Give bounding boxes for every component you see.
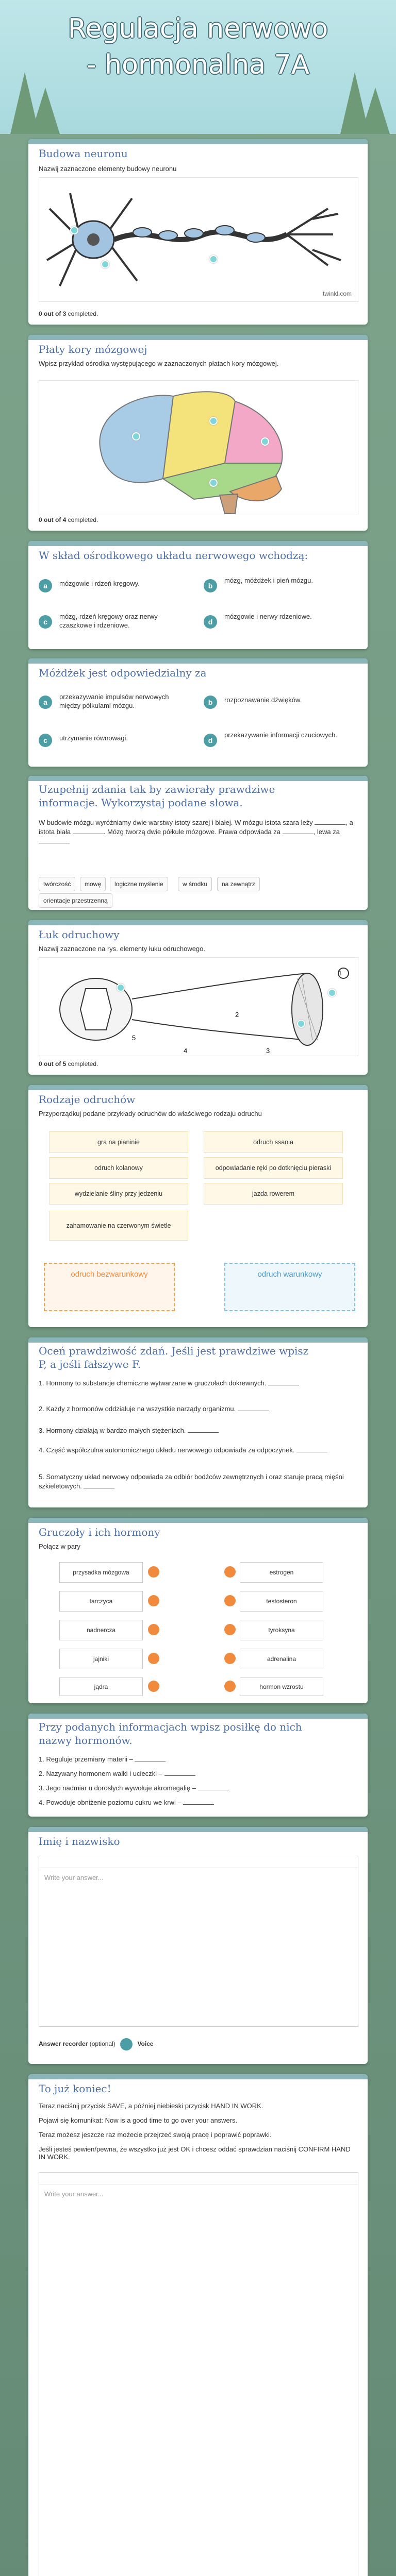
section-heading: Rodzaje odruchów [39,1093,136,1106]
finish-paragraph-3: Teraz możesz jeszcze raz możecie przejrzeć swoją pracę i poprawić poprawki. [39,2131,272,2139]
hotspot-marker[interactable] [209,255,218,263]
hotspot-marker[interactable] [297,1020,305,1028]
match-dot-left[interactable] [148,1624,159,1635]
neuron-card [28,139,368,325]
card-top-bar [28,1714,368,1719]
statement-2: 2. Każdy z hormonów oddziałuje na wszystkie narządy organizmu. [39,1404,353,1414]
section-heading: W skład ośrodkowego układu nerwowego wchodzą: [39,549,308,562]
reflex-arc-image [39,957,358,1056]
section-heading: Budowa neuronu [39,147,128,160]
match-right-item[interactable]: estrogen [240,1562,323,1583]
blank-field[interactable] [39,837,70,843]
finish-paragraph-2: Pojawi się komunikat: Now is a good time to go over your answers. [39,2116,238,2124]
section-heading-line1: Oceń prawdziwość zdań. Jeśli jest prawdziwe wpisz [39,1345,309,1357]
statement-3: 3. Hormony działają w bardzo małych stężeniach. [39,1426,353,1435]
neuron-illustration [39,178,358,301]
header-banner [0,0,396,134]
option-d[interactable]: d przekazywanie informacji czuciowych. [204,726,353,755]
word-chip[interactable]: orientacje przestrzenną [39,893,112,908]
option-a[interactable]: a mózgowie i rdzeń kręgowy. [39,572,188,601]
brain-image [39,380,358,515]
answer-blank[interactable] [135,1755,166,1761]
reflex-arc-card [28,920,368,1075]
hotspot-marker[interactable] [261,437,269,446]
sort-item[interactable]: wydzielanie śliny przy jedzeniu [49,1183,188,1205]
card-top-bar [28,1337,368,1343]
cerebellum-question-card [28,658,368,767]
cloze-text: W budowie mózgu wyróżniamy dwie warstwy istoty szarej i białej. W mózgu istota szara leży , a istota biała . Mózg tworzą dwie półkule mózgowe. Prawa odpowiada za , lewa za [39,818,353,846]
section-heading-line2: informacje. Wykorzystaj podane słowa. [39,796,243,809]
section-heading: To już koniec! [39,2082,111,2095]
hotspot-marker[interactable] [328,989,336,997]
option-c[interactable]: c mózg, rdzeń kręgowy oraz nerwy czaszkowe i rdzeniowe. [39,608,188,637]
name-card [28,1827,368,2064]
name-answer-textarea[interactable] [39,1856,358,2027]
match-dot-left[interactable] [148,1566,159,1578]
word-chip[interactable]: twórczość [39,877,75,891]
instruction: Połącz w pary [39,1543,80,1550]
microphone-icon[interactable] [120,2038,133,2050]
match-right-item[interactable]: testosteron [240,1591,323,1612]
true-false-card [28,1337,368,1507]
hotspot-marker[interactable] [117,984,125,992]
arc-label-5: 5 [132,1034,136,1042]
question-4: 4. Powoduje obniżenie poziomu cukru we krwi – [39,1798,353,1807]
section-heading-line2: P, a jeśli fałszywe F. [39,1358,141,1370]
match-left-item[interactable]: tarczyca [59,1591,143,1612]
text-toolbar [39,1856,358,1868]
option-b[interactable]: b mózg, móżdżek i pień mózgu. [204,572,353,601]
section-heading: Płaty kory mózgowej [39,343,147,355]
arc-label-4: 4 [184,1047,188,1055]
instruction: Nazwij zaznaczone na rys. elementy łuku odruchowego. [39,945,206,953]
hotspot-marker[interactable] [70,226,78,234]
answer-blank[interactable] [268,1379,299,1385]
option-a[interactable]: a przekazywanie impulsów nerwowych między półkulami mózgu. [39,688,188,717]
sort-item[interactable]: gra na pianinie [49,1131,188,1153]
word-chip[interactable]: logiczne myślenie [110,877,168,891]
instruction: Wpisz przykład ośrodka występującego w zaznaczonych płatach kory mózgowej. [39,360,279,367]
card-top-bar [28,920,368,925]
match-dot-right[interactable] [224,1624,236,1635]
section-heading-line1: Przy podanych informacjach wpisz posiłkę do nich [39,1721,302,1733]
match-right-item[interactable]: hormon wzrostu [240,1677,323,1696]
answer-blank[interactable] [296,1446,327,1452]
tree-decoration [361,88,390,134]
match-left-item[interactable]: przysadka mózgowa [59,1562,143,1583]
hotspot-marker[interactable] [101,260,109,268]
word-chip[interactable]: mowę [80,877,106,891]
answer-recorder: Answer recorder (optional) Voice [39,2038,154,2050]
question-1: 1. Reguluje przemiany materii – [39,1755,353,1764]
statement-1: 1. Hormony to substancje chemiczne wytwarzane w gruczołach dokrewnych. [39,1379,353,1388]
arc-label-3: 3 [266,1047,270,1055]
word-chip[interactable]: na zewnątrz [217,877,260,891]
match-dot-right[interactable] [224,1653,236,1664]
brain-lobes-card [28,335,368,531]
section-heading: Gruczoły i ich hormony [39,1526,160,1538]
card-top-bar [28,541,368,546]
match-left-item[interactable]: jajniki [59,1649,143,1669]
match-dot-right[interactable] [224,1595,236,1606]
card-top-bar [28,1085,368,1090]
final-answer-textarea[interactable] [39,2172,358,2576]
glands-match-card [28,1518,368,1703]
cns-question-card [28,541,368,649]
question-2: 2. Nazywany hormonem walki i ucieczki – [39,1769,353,1778]
word-chip[interactable]: w środku [178,877,212,891]
match-dot-left[interactable] [148,1681,159,1692]
sort-item[interactable]: zahamowanie na czerwonym świetle [49,1211,188,1241]
neuron-image [39,177,358,302]
match-dot-right[interactable] [224,1681,236,1692]
blank-field[interactable] [73,827,104,834]
hotspot-marker[interactable] [209,417,218,425]
arc-label-1: 1 [338,969,342,977]
option-b[interactable]: b rozpoznawanie dźwięków. [204,688,353,717]
page-title-line2: - hormonalna 7A [86,49,310,80]
tree-decoration [31,88,60,134]
card-top-bar [28,658,368,664]
fill-blanks-card [28,776,368,910]
answer-blank[interactable] [164,1769,195,1776]
card-top-bar [28,335,368,340]
finish-paragraph-1: Teraz naciśnij przycisk SAVE, a później niebieski przycisk HAND IN WORK. [39,2102,263,2110]
section-heading-line2: nazwy hormonów. [39,1734,133,1747]
section-heading-line1: Uzupełnij zdania tak by zawierały prawdziwe [39,783,275,795]
hormone-names-card [28,1714,368,1817]
completion-status: 0 out of 4 completed. [39,516,98,523]
reflex-arc-illustration [39,958,358,1056]
match-right-item[interactable]: tyroksyna [240,1620,323,1640]
match-dot-left[interactable] [148,1595,159,1606]
finish-paragraph-4: Jeśli jesteś pewien/pewna, że wszystko już jest OK i chcesz oddać sprawdzian naciśnij CONFIRM HAND IN WORK. [39,2145,351,2161]
instruction: Nazwij zaznaczone elementy budowy neuronu [39,165,177,173]
match-right-item[interactable]: adrenalina [240,1649,323,1669]
option-c[interactable]: c utrzymanie równowagi. [39,726,188,755]
hotspot-marker[interactable] [132,432,140,440]
section-heading: Łuk odruchowy [39,928,120,941]
blank-field[interactable] [283,827,314,834]
sort-item[interactable]: odruch ssania [204,1131,343,1153]
drop-zone-unconditioned[interactable]: odruch bezwarunkowy [44,1263,175,1311]
answer-placeholder: Write your answer... [44,1874,104,1882]
brain-illustration [39,381,358,515]
page-title-line1: Regulacja nerwowo [68,13,328,44]
drop-zone-conditioned[interactable]: odruch warunkowy [224,1263,355,1311]
card-top-bar [28,776,368,781]
match-dot-left[interactable] [148,1653,159,1664]
card-top-bar [28,2074,368,2079]
reflex-sort-card [28,1085,368,1327]
finish-card [28,2074,368,2576]
watermark: twinkl.com [322,290,352,297]
answer-placeholder: Write your answer... [44,2190,104,2198]
hotspot-marker[interactable] [209,479,218,487]
card-top-bar [28,1827,368,1832]
answer-blank[interactable] [188,1426,219,1433]
answer-blank[interactable] [84,1482,114,1488]
instruction: Przyporządkuj podane przykłady odruchów do właściwego rodzaju odruchu [39,1110,262,1117]
text-toolbar [39,2173,358,2184]
completion-status: 0 out of 5 completed. [39,1060,98,1067]
section-heading: Móżdżek jest odpowiedzialny za [39,667,207,679]
completion-status: 0 out of 3 completed. [39,310,98,317]
blank-field[interactable] [315,818,345,825]
question-3: 3. Jego nadmiar u dorosłych wywołuje akromegalię – [39,1784,353,1793]
arc-label-2: 2 [235,1011,239,1019]
option-d[interactable]: d mózgowie i nerwy rdzeniowe. [204,608,353,637]
statement-4: 4. Część współczulna autonomicznego układu nerwowego odpowiada za odpoczynek. [39,1446,353,1455]
match-dot-right[interactable] [224,1566,236,1578]
answer-blank[interactable] [238,1404,269,1411]
sort-item[interactable]: jazda rowerem [204,1183,343,1205]
statement-5: 5. Somatyczny układ nerwowy odpowiada za odbiór bodźców zewnętrznych i oraz staruje pracą mięśni szkieletowych. [39,1473,344,1490]
match-left-item[interactable]: jądra [59,1677,143,1696]
section-heading: Imię i nazwisko [39,1835,120,1848]
match-left-item[interactable]: nadnercza [59,1620,143,1640]
sort-item[interactable]: odruch kolanowy [49,1157,188,1179]
sort-item[interactable]: odpowiadanie ręki po dotknięciu pieraski [204,1157,343,1179]
answer-blank[interactable] [198,1784,229,1790]
card-top-bar [28,1518,368,1523]
answer-blank[interactable] [183,1798,214,1805]
card-top-bar [28,139,368,144]
